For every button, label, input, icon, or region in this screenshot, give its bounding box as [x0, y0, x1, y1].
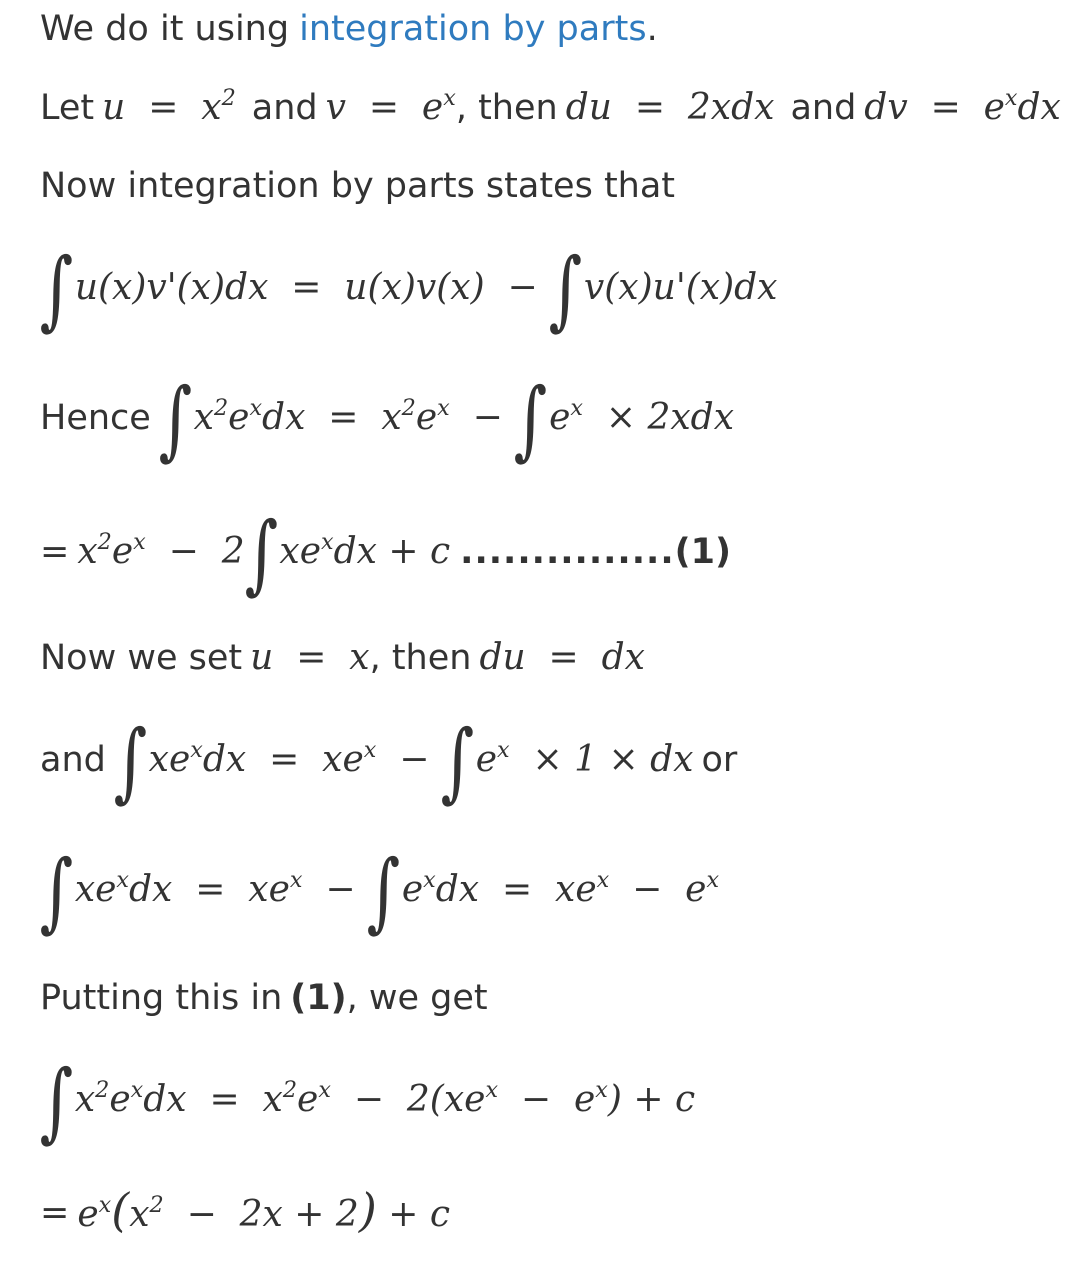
intro-text: We do it using — [40, 9, 290, 49]
and-line — [40, 710, 737, 810]
result-line — [40, 1050, 695, 1150]
equation-1-ref-2: (1) — [290, 978, 347, 1018]
we-get-text: , we get — [346, 978, 488, 1018]
math-formula: u(x)v'(x)dx = u(x)v(x) − — [74, 267, 550, 308]
integral-sign: ∫ — [39, 240, 74, 340]
integral-sign: ∫ — [39, 1052, 74, 1152]
putting-line — [40, 976, 488, 1020]
integral-sign: ∫ — [158, 370, 193, 470]
intro-line — [40, 7, 658, 51]
equals-lead-2: = — [40, 1192, 70, 1233]
math-formula-rhs: v(x)u'(x)dx — [583, 267, 778, 308]
xex-line — [40, 840, 719, 940]
dot-leader: ............... — [460, 532, 675, 572]
and-text-3: and — [40, 740, 106, 780]
math-result: $x^2e^xdx = x^2e^x - 2(xe^x - e^x) + c$ — [74, 1076, 696, 1120]
integration-by-parts-link[interactable]: integration by parts — [299, 9, 647, 49]
math-du-eq-dx: du = dx — [479, 637, 645, 678]
now-set-text: Now we set — [40, 638, 243, 678]
integral-sign: ∫ — [513, 370, 548, 470]
math-u-eq-x: u = x — [250, 637, 370, 678]
math-dv-eq-exdx: dv = $e^xdx$ — [864, 84, 1061, 128]
integral-sign: ∫ — [366, 842, 401, 942]
equation-1-line — [40, 502, 731, 602]
math-and-rhs: $e^x \times 1$ × dx — [475, 736, 694, 780]
hence-line — [40, 368, 734, 468]
parts-formula — [40, 238, 777, 338]
hence-text: Hence — [40, 398, 151, 438]
integral-sign: ∫ — [548, 240, 583, 340]
integral-sign: ∫ — [113, 712, 148, 812]
then-text: , then — [455, 88, 558, 128]
math-u-eq-x2: $u = x^2$ — [102, 84, 236, 128]
integral-sign: ∫ — [440, 712, 475, 812]
now-set-line — [40, 636, 645, 680]
math-v-eq-ex: $v = e^x$ — [325, 84, 456, 128]
math-xex-b: $e^xdx = xe^x - e^x$ — [401, 866, 720, 910]
now-parts-line — [40, 164, 675, 208]
and-text-2: and — [790, 88, 857, 128]
math-and-lhs: $xe^xdx = xe^x$ − — [148, 736, 441, 780]
and-text: and — [251, 88, 318, 128]
putting-text: Putting this in — [40, 978, 283, 1018]
final-line — [40, 1183, 450, 1237]
integral-sign: ∫ — [244, 504, 278, 604]
math-hence-rhs: $e^x \times 2xdx$ — [549, 394, 735, 438]
math-du-eq-2xdx: du = 2xdx — [565, 87, 775, 128]
math-eq1-a: $x^2e^x - 2$ — [77, 528, 245, 572]
let-text: Let — [40, 88, 95, 128]
intro-period: . — [646, 9, 658, 49]
let-line — [40, 86, 1061, 130]
equation-1-ref: (1) — [674, 532, 731, 572]
math-eq1-b: $xe^xdx + c$ — [279, 528, 451, 572]
math-xex-a: $xe^xdx = xe^x$ − — [74, 866, 368, 910]
integral-sign: ∫ — [39, 842, 74, 942]
math-hence-lhs: $x^2e^xdx = x^2e^x$ − — [193, 394, 515, 438]
equals-lead: = — [40, 532, 70, 572]
or-text: or — [701, 740, 738, 780]
now-parts-text: Now integration by parts states that — [40, 166, 676, 206]
math-final: $e^x(x^2 - 2x + 2) + c$ — [77, 1183, 450, 1237]
then-text-2: , then — [369, 638, 472, 678]
